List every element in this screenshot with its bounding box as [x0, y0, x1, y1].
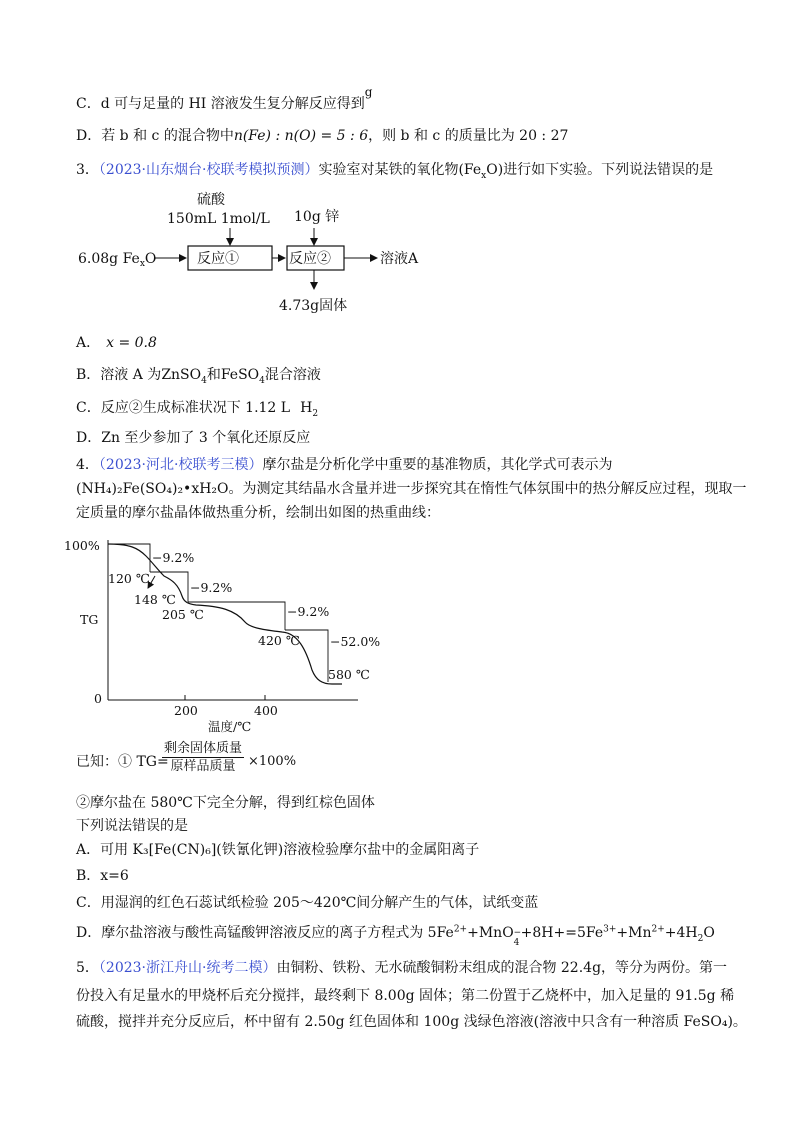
q4-d-sup1: 2+	[453, 924, 468, 935]
q4-ask: 下列说法错误的是	[76, 818, 188, 834]
q3-a-label: A．	[76, 335, 101, 351]
q3-number: 3．	[76, 162, 99, 178]
flow-zinc: 10g 锌	[294, 209, 340, 225]
q5-line-3: 硫酸，搅拌并充分反应后，杯中留有 2.50g 红色固体和 100g 浅绿色溶液(溶液中只含有一种溶质 FeSO₄)。	[76, 1014, 747, 1030]
q4-d-a: D．摩尔盐溶液与酸性高锰酸钾溶液反应的离子方程式为 5Fe	[76, 925, 454, 941]
q4-d-c: +8H+=5Fe	[520, 925, 604, 941]
q4-formula: (NH₄)₂Fe(SO₄)₂•xH₂O	[76, 481, 229, 497]
q3-b-feso4: FeSO	[220, 367, 260, 383]
flow-acid-label: 硫酸	[197, 192, 225, 208]
q4-d-sub2: 2	[697, 933, 704, 944]
q4-d-f: O	[703, 925, 715, 941]
temp-580: 580 ℃	[328, 667, 370, 682]
flow-start: 6.08g $Fe_xO$	[78, 251, 157, 269]
q3-b-label: B．溶液 A 为	[76, 367, 162, 383]
q3-b-and: 和	[206, 367, 221, 383]
option-d-prev	[76, 126, 568, 146]
step-1-box	[108, 544, 150, 572]
temp-420: 420 ℃	[258, 633, 300, 648]
flow-box1: 反应①	[197, 251, 239, 267]
x-tick-400-label: 400	[254, 703, 278, 718]
q3-option-b	[76, 365, 321, 385]
q4-option-d: D．摩尔盐溶液与酸性高锰酸钾溶液反应的离子方程式为 $5Fe^{2+}+MnO$ − 4 $+8H+=5Fe^{3+}+Mn^{2+}+4H_2O$	[76, 924, 715, 948]
flow-product: 溶液A	[380, 251, 419, 267]
q3-b-sub1: 4	[201, 375, 207, 386]
q4-known-2: ②摩尔盐在 580℃下完全分解，得到红棕色固体	[76, 795, 375, 811]
known-times-100: ×100%	[248, 754, 297, 769]
tg-chart	[60, 532, 380, 737]
q4-d-sup4: 2+	[651, 924, 665, 935]
q3-stem-b: O)进行如下实验。下列说法错误的是	[486, 162, 714, 178]
q4-known-1	[76, 752, 169, 772]
q4-stem-2	[76, 479, 747, 499]
flow-solid: 4.73g固体	[279, 298, 348, 314]
q3-option-c	[76, 398, 318, 418]
y-top-label: 100%	[64, 538, 100, 553]
step-4-label: −52.0%	[330, 634, 380, 649]
q4-d-e: +4H	[664, 925, 698, 941]
temp-205: 205 ℃	[162, 607, 204, 622]
q4-option-c: C．用湿润的红色石蕊试纸检验 205～420℃间分解产生的气体，试纸变蓝	[76, 895, 539, 911]
q3-stem	[76, 160, 713, 180]
temp-120: 120 ℃	[108, 571, 150, 586]
fraction-denominator: 原样品质量	[170, 759, 236, 774]
q3-source: （2023·山东烟台·校联考模拟预测）	[98, 162, 319, 178]
q3-c-sub: 2	[312, 408, 319, 419]
q4-d-sup3: 3+	[603, 924, 617, 935]
q5-line-1	[76, 958, 727, 978]
q4-d-d: +Mn	[616, 925, 652, 941]
y-zero-label: 0	[94, 691, 102, 706]
q4-stem-a: 摩尔盐是分析化学中重要的基准物质，其化学式可表示为	[262, 457, 613, 473]
q3-stem-a: 实验室对某铁的氧化物(Fe	[318, 162, 482, 178]
q3-b-sub2: 4	[259, 375, 265, 386]
q5-number: 5．	[76, 960, 99, 976]
q5-text-1: 由铜粉、铁粉、无水硫酸铜粉末组成的混合物 22.4g，等分为两份。第一	[276, 960, 728, 976]
known-tg-label: 已知：① TG=	[76, 754, 169, 770]
option-c-tail: g	[364, 85, 373, 100]
q3-d-text: D．Zn 至少参加了 3 个氧化还原反应	[76, 430, 311, 446]
q3-a-text: x = 0.8	[106, 335, 157, 351]
flow-acid-amount: 150mL 1mol/L	[167, 211, 270, 227]
q3-b-tail: 混合溶液	[264, 367, 321, 383]
q3-c-h: H	[300, 400, 313, 416]
step-2-label: −9.2%	[190, 580, 233, 595]
y-axis-title: TG	[80, 612, 99, 627]
q5-line-2: 份投入有足量水的甲烧杯后充分搅拌，最终剩下 8.00g 固体；第二份置于乙烧杯中，加入足量的 91.5g 稀	[76, 988, 735, 1004]
q5-source: （2023·浙江舟山·统考二模）	[98, 960, 277, 976]
q3-option-a	[76, 333, 157, 353]
q4-stem-b: 。为测定其结晶水含量并进一步探究其在惰性气体氛围中的热分解反应过程，现取一	[228, 481, 747, 497]
q4-stem-c: 定质量的摩尔盐晶体做热重分析，绘制出如图的热重曲线：	[76, 505, 440, 521]
step-3-label: −9.2%	[287, 604, 330, 619]
q4-stem-3	[76, 503, 440, 523]
x-tick-200-label: 200	[174, 703, 198, 718]
q4-stem-1	[76, 455, 612, 475]
q3-flow-diagram	[0, 185, 520, 320]
q3-b-znso4: ZnSO	[161, 367, 202, 383]
q3-stem-sub: x	[481, 170, 487, 181]
q4-option-b: B．x=6	[76, 868, 129, 884]
q3-option-d	[76, 428, 310, 448]
x-axis-title: 温度/℃	[208, 719, 252, 734]
temp-148: 148 ℃	[134, 592, 176, 607]
flow-box2: 反应②	[289, 251, 331, 267]
option-d-pre: D．若 b 和 c 的混合物中	[76, 128, 234, 144]
option-d-post: ，则 b 和 c 的质量比为 20 : 27	[368, 128, 569, 144]
option-c-text: C．d 可与足量的 HI 溶液发生复分解反应得到	[76, 96, 365, 112]
option-c-prev	[76, 85, 373, 114]
q4-source: （2023·河北·校联考三模）	[98, 457, 263, 473]
q3-c-label: C．反应②生成标准状况下 1.12 L	[76, 400, 291, 416]
option-d-formula: n(Fe) : n(O) = 5 : 6	[233, 128, 369, 144]
step-1-label: −9.2%	[152, 550, 195, 565]
tg-fraction	[162, 740, 244, 775]
q4-option-a: A．可用 K₃[Fe(CN)₆](铁氰化钾)溶液检验摩尔盐中的金属阳离子	[76, 842, 480, 858]
q4-d-b: +MnO	[467, 925, 514, 941]
q4-number: 4．	[76, 457, 99, 473]
fraction-numerator: 剩余固体质量	[164, 741, 243, 756]
